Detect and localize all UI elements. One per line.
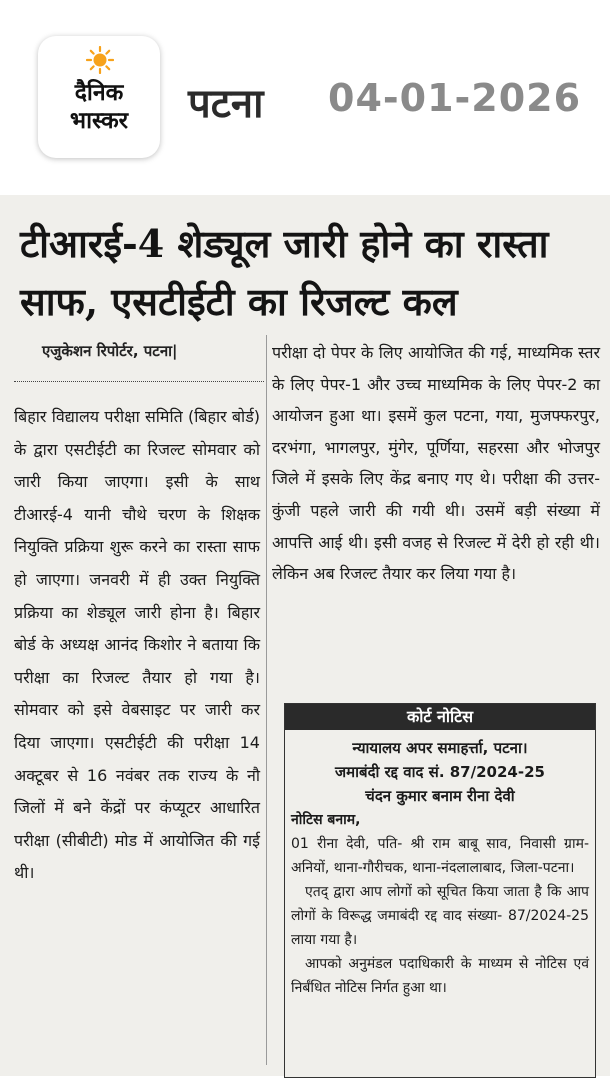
notice-recipient-label: नोटिस बनाम, [291,812,361,828]
newspaper-clipping [0,195,610,1076]
court-notice [284,703,596,1078]
column-divider [266,335,267,1065]
notice-paragraph-1: एतद् द्वारा आप लोगों को सूचित किया जाता है कि आप लोगों के विरूद्ध जमाबंदी रद्द वाद संख्या- 87/2024-25 लाया गया है। [291,884,589,948]
court-notice-body [285,730,595,1000]
notice-parties: चंदन कुमार बनाम रीना देवी [365,787,515,805]
byline-divider [14,381,264,382]
edition-city: पटना [188,81,264,127]
article-body-left-column: बिहार विद्यालय परीक्षा समिति (बिहार बोर्ड) के द्वारा एसटीईटी का रिजल्ट सोमवार को जारी किया जाएगा। इसी के साथ टीआरई-4 यानी चौथे चरण के शिक्षक नियुक्ति प्रक्रिया शुरू करने का रास्ता साफ हो जाएगा। जनवरी में ही उक्त नियुक्ति प्रक्रिया का शेड्यूल जारी होना है। बिहार बोर्ड के अध्यक्ष आनंद किशोर ने बताया कि परीक्षा का रिजल्ट तैयार हो गया है। सोमवार को इसे वेबसाइट पर जारी कर दिया जाएगा। एसटीईटी की परीक्षा 14 अक्टूबर से 16 नवंबर तक राज्य के नौ जिलों में बने केंद्रों पर कंप्यूटर आधारित परीक्षा (सीबीटी) मोड में आयोजित की गई थी। [14,407,260,883]
notice-court-name: न्यायालय अपर समाहर्त्ता, पटना। [352,739,528,757]
logo-text-line2: भास्कर [69,108,129,134]
app-header [0,0,610,195]
court-notice-title: कोर्ट नोटिस [285,704,595,730]
dainik-bhaskar-logo[interactable] [38,36,160,158]
notice-case-number: जमाबंदी रद्द वाद सं. 87/2024-25 [335,763,545,781]
headline-line-1: टीआरई-4 शेड्यूल जारी होने का रास्ता [20,221,549,266]
notice-addressee: 01 रीना देवी, पति- श्री राम बाबू साव, निवासी ग्राम-अनियों, थाना-गौरीचक, थाना-नंदलालाबाद, जिला-पटना। [291,836,589,876]
article-headline [20,215,600,331]
sun-icon [86,46,114,74]
article-body-right-column: परीक्षा दो पेपर के लिए आयोजित की गई, माध्यमिक स्तर के लिए पेपर-1 और उच्च माध्यमिक के लिए पेपर-2 का आयोजन हुआ था। इसमें कुल पटना, गया, मुजफ्फरपुर, दरभंगा, भागलपुर, मुंगेर, पूर्णिया, सहरसा और भोजपुर जिले में इसके लिए केंद्र बनाए गए थे। परीक्षा की उत्तर-कुंजी पहले जारी की गयी थी। उसमें बड़ी संख्या में आपत्ति आई थी। इसी वजह से रिजल्ट में देरी हो रही थी। लेकिन अब रिजल्ट तैयार कर लिया गया है। [272,343,600,584]
notice-paragraph-2: आपको अनुमंडल पदाधिकारी के माध्यम से नोटिस एवं निर्बंधित नोटिस निर्गत हुआ था। [291,956,589,996]
headline-line-2: साफ, एसटीईटी का रिजल्ट कल [20,279,458,324]
edition-date: 04-01-2026 [328,76,582,120]
logo-text-line1: दैनिक [74,80,124,106]
article-byline: एजुकेशन रिपोर्टर, पटना| [42,342,178,360]
